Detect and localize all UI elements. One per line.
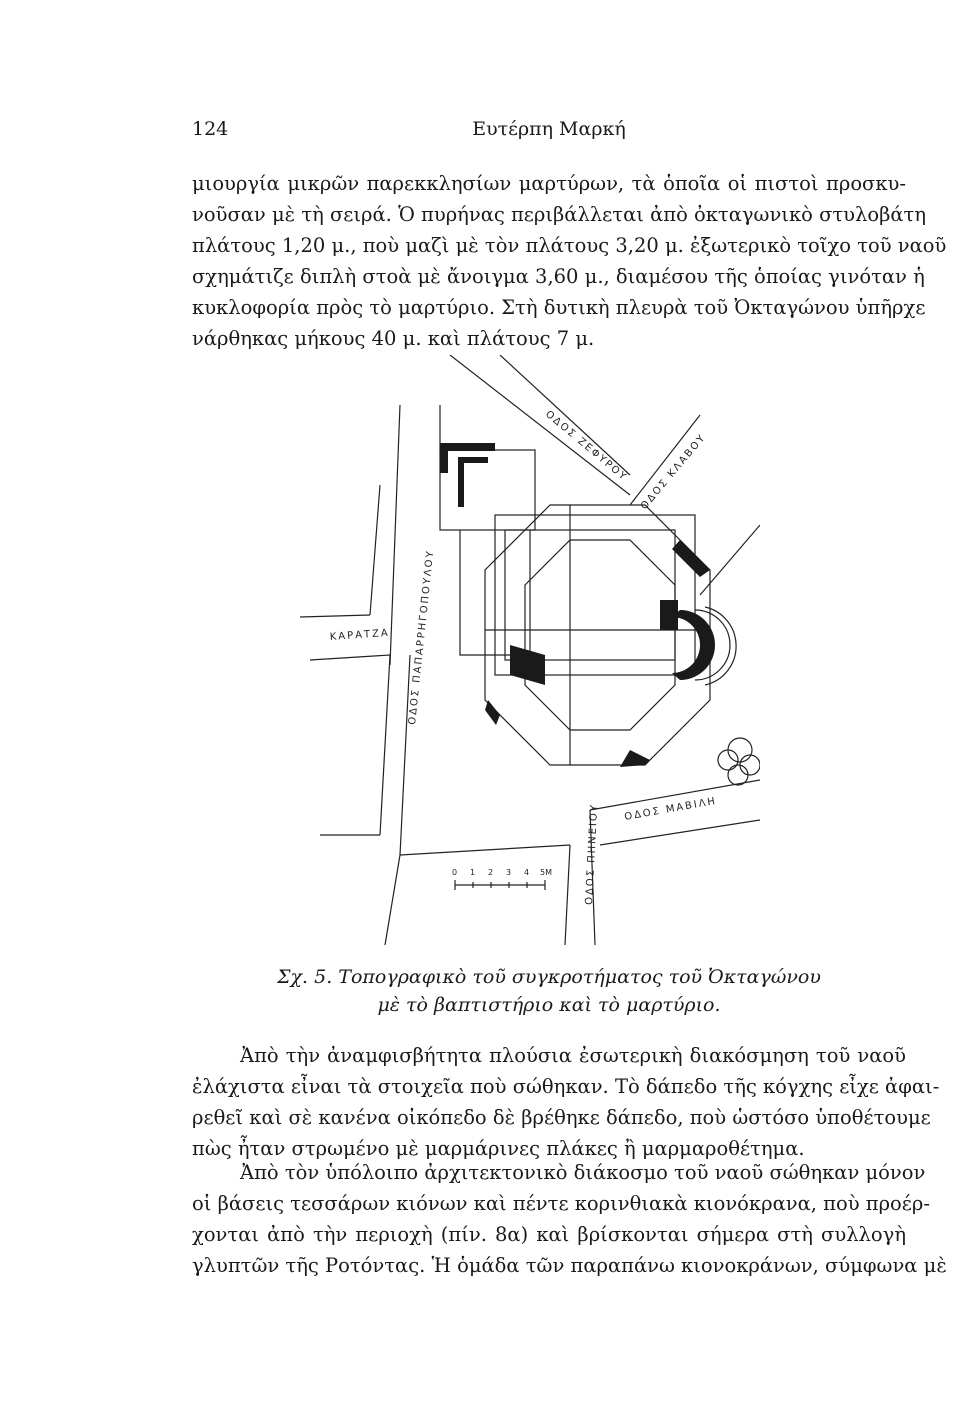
street-label: ΟΔΟΣ ΚΛΑΒΟΥ — [638, 431, 709, 512]
wall-remnant — [485, 700, 500, 725]
street-label: ΟΔΟΣ ΜΑΒΙΛΗ — [623, 795, 718, 823]
scale-tick-label: 1 — [470, 868, 476, 877]
wall-remnant — [672, 540, 710, 577]
wall-remnant — [440, 443, 448, 473]
street-label: ΟΔΟΣ ΖΕΦΥΡΟΥ — [543, 408, 630, 484]
scale-tick-label: 2 — [488, 868, 494, 877]
street-line — [400, 845, 570, 855]
street-line — [700, 525, 760, 595]
text-line: νάρθηκας μήκους 40 μ. καὶ πλάτους 7 μ. — [192, 327, 595, 350]
page-number: 124 — [192, 118, 229, 140]
page-header — [192, 118, 906, 148]
street-line — [380, 655, 390, 835]
octagon-outer-wall — [485, 505, 710, 765]
street-line — [500, 355, 630, 475]
street-line — [385, 855, 400, 945]
baptistery — [728, 738, 752, 762]
street-line — [450, 355, 630, 495]
text-line: Ἀπὸ τὴν ἀναμφισβήτητα πλούσια ἐσωτερικὴ διακόσμηση τοῦ ναοῦ — [240, 1044, 906, 1067]
text-line: οἱ βάσεις τεσσάρων κιόνων καὶ πέντε κορινθιακὰ κιονόκρανα, ποὺ προέρ- — [192, 1192, 930, 1215]
site-plan-figure — [300, 355, 760, 945]
street-line — [390, 405, 400, 665]
text-line: ἐλάχιστα εἶναι τὰ στοιχεῖα ποὺ σώθηκαν. Τὸ δάπεδο τῆς κόγχης εἶχε ἀφαι- — [192, 1075, 940, 1098]
text-line: Ἀπὸ τὸν ὑπόλοιπο ἀρχιτεκτονικὸ διάκοσμο τοῦ ναοῦ σώθηκαν μόνον — [240, 1161, 926, 1184]
wall-remnant — [510, 645, 545, 685]
text-line: κυκλοφορία πρὸς τὸ μαρτύριο. Στὴ δυτικὴ πλευρὰ τοῦ Ὀκταγώνου ὑπῆρχε — [192, 296, 926, 319]
caption-line: Σχ. 5. Τοπογραφικὸ τοῦ συγκροτήματος τοῦ Ὀκταγώνου — [277, 966, 821, 988]
street-line — [400, 655, 410, 855]
street-line — [565, 845, 570, 945]
text-line: μιουργία μικρῶν παρεκκλησίων μαρτύρων, τὰ ὁποῖα οἱ πιστοὶ προσκυ- — [192, 172, 906, 195]
street-label: ΚΑΡΑΤΖΑ — [329, 627, 391, 643]
baptistery — [728, 765, 748, 785]
street-line — [310, 655, 390, 660]
baptistery — [740, 755, 760, 775]
street-line — [370, 485, 380, 615]
wall-remnant — [440, 443, 495, 451]
running-head: Ευτέρπη Μαρκή — [472, 118, 626, 140]
text-line: νοῦσαν μὲ τὴ σειρά. Ὁ πυρήνας περιβάλλεται ἀπὸ ὀκταγωνικὸ στυλοβάτη — [192, 203, 927, 226]
scale-tick-label: 0 — [452, 868, 458, 877]
wall-remnant — [620, 750, 650, 767]
scale-tick-label: 3 — [506, 868, 512, 877]
apse-wall — [672, 610, 715, 680]
caption-line: μὲ τὸ βαπτιστήριο καὶ τὸ μαρτύριο. — [377, 994, 721, 1016]
site-plan-drawing — [300, 355, 760, 945]
text-line: γλυπτῶν τῆς Ροτόντας. Ἡ ὁμάδα τῶν παραπάνω κιονοκράνων, σύμφωνα μὲ — [192, 1254, 947, 1277]
text-line: ρεθεῖ καὶ σὲ κανένα οἰκόπεδο δὲ βρέθηκε δάπεδο, ποὺ ὡστόσο ὑποθέτουμε — [192, 1106, 931, 1129]
street-label: ΟΔΟΣ ΠΑΠΑΡΡΗΓΟΠΟΥΛΟΥ — [407, 548, 437, 726]
scale-tick-label: 5Μ — [540, 868, 552, 877]
paragraph-2 — [192, 1040, 940, 1164]
text-line: πλάτους 1,20 μ., ποὺ μαζὶ μὲ τὸν πλάτους 3,20 μ. ἐξωτερικὸ τοῖχο τοῦ ναοῦ — [192, 234, 947, 257]
text-line: χονται ἀπὸ τὴν περιοχὴ (πίν. 8α) καὶ βρίσκονται σήμερα στὴ συλλογὴ — [192, 1223, 906, 1246]
street-line — [300, 615, 370, 617]
octagon-inner-wall — [525, 540, 675, 730]
street-line — [600, 820, 760, 845]
paragraph-1 — [192, 168, 947, 354]
paragraph-3 — [192, 1157, 947, 1281]
wall-remnant — [458, 457, 464, 507]
text-line: σχημάτιζε διπλὴ στοὰ μὲ ἄνοιγμα 3,60 μ., διαμέσου τῆς ὁποίας γινόταν ἡ — [192, 265, 925, 288]
scale-tick-label: 4 — [524, 868, 530, 877]
text-line: πὼς ἦταν στρωμένο μὲ μαρμάρινες πλάκες ἢ μαρμαροθέτημα. — [192, 1137, 805, 1160]
street-label: ΟΔΟΣ ΠΗΝΕΙΟΥ — [584, 802, 601, 906]
figure-caption — [192, 963, 906, 1019]
